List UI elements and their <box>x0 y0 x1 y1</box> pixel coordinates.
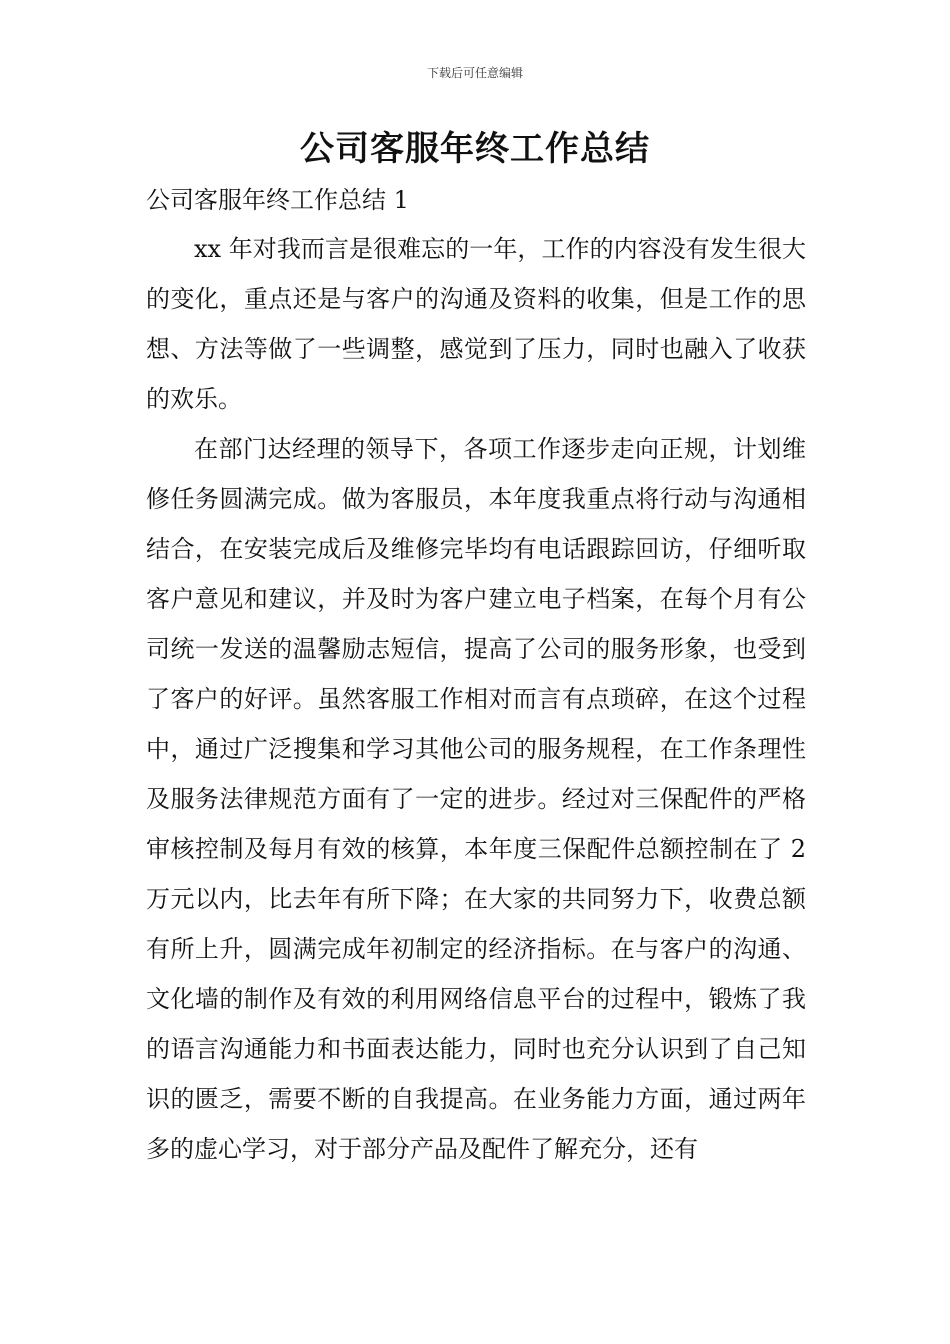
section-subheading: 公司客服年终工作总结 1 <box>146 186 409 214</box>
body-paragraph-1: xx 年对我而言是很难忘的一年，工作的内容没有发生很大的变化，重点还是与客户的沟通及资料的收集，但是工作的思想、方法等做了一些调整，感觉到了压力，同时也融入了收获的欢乐。 <box>146 235 806 413</box>
page-title: 公司客服年终工作总结 <box>300 129 650 169</box>
header-note: 下载后可任意编辑 <box>426 66 523 80</box>
body-paragraph-2: 在部门达经理的领导下，各项工作逐步走向正规，计划维修任务圆满完成。做为客服员，本年度我重点将行动与沟通相结合，在安装完成后及维修完毕均有电话跟踪回访，仔细听取客户意见和建议，并及时为客户建立电子档案，在每个月有公司统一发送的温馨励志短信，提高了公司的服务形象，也受到了客户的好评。虽然客服工作相对而言有点琐碎，在这个过程中，通过广泛搜集和学习其他公司的服务规程，在工作条理性及服务法律规范方面有了一定的进步。经过对三保配件的严格审核控制及每月有效的核算，本年度三保配件总额控制在了 2 万元以内，比去年有所下降；在大家的共同努力下，收费总额有所上升，圆满完成年初制定的经济指标。在与客户的沟通、文化墙的制作及有效的利用网络信息平台的过程中，锻炼了我的语言沟通能力和书面表达能力，同时也充分认识到了自己知识的匮乏，需要不断的自我提高。在业务能力方面，通过两年多的虚心学习，对于部分产品及配件了解充分，还有 <box>146 435 806 1163</box>
